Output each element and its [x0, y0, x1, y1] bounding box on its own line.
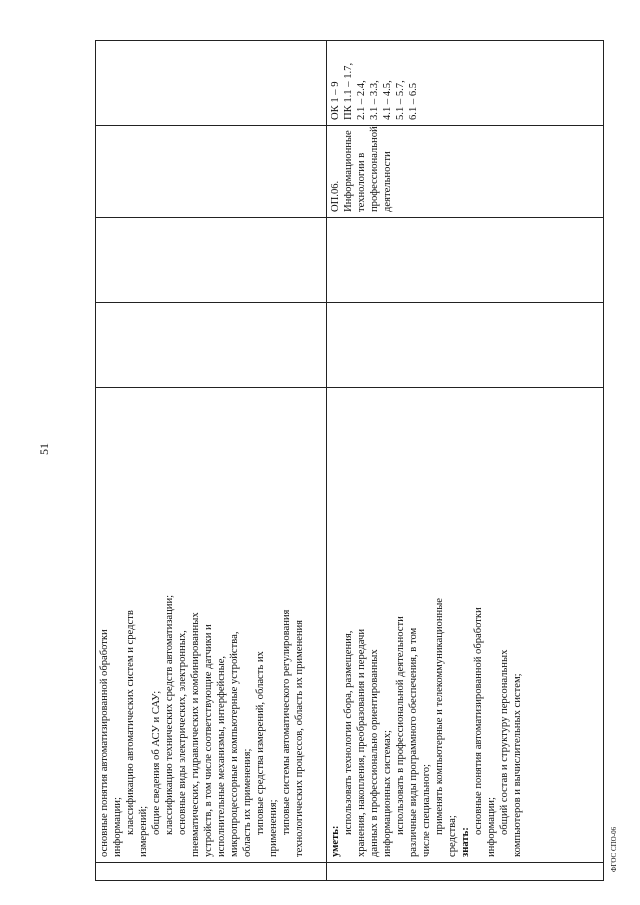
- table-cell-index: [96, 863, 327, 881]
- text-line: информационных системах;: [382, 730, 393, 857]
- discipline-line: Информационные: [343, 130, 354, 212]
- competency-table: [95, 40, 604, 881]
- text-line: знать:: [460, 827, 471, 857]
- text-line: область их применения;: [242, 748, 253, 857]
- text-line: числе специального;: [421, 764, 432, 857]
- text-line: основные виды электрических, электронных,: [177, 630, 188, 835]
- competency-line: 4.1 – 4.5,: [382, 80, 393, 120]
- text-line: данных в профессионально ориентированных: [369, 649, 380, 857]
- text-line: типовые системы автоматического регулирования: [281, 609, 292, 835]
- text-line: информации;: [486, 797, 497, 857]
- text-line: общий состав и структуру персональных: [499, 649, 510, 835]
- rotated-table-container: [95, 41, 595, 881]
- discipline-line: деятельности: [382, 151, 393, 212]
- text-line: различные виды программного обеспечения, в том: [408, 627, 419, 857]
- table-cell-competencies: [327, 41, 604, 126]
- text-line: общие сведения об АСУ и САУ;: [151, 690, 162, 835]
- discipline-line: технологии в: [356, 152, 367, 212]
- table-cell-discipline: [96, 126, 327, 218]
- discipline-name: [329, 126, 394, 212]
- competency-line: ПК 1.1 – 1.7,: [343, 62, 354, 120]
- text-line: типовые средства измерений, область их: [255, 651, 266, 835]
- text-line: хранения, накопления, преобразования и передачи: [356, 628, 367, 857]
- text-line: информации;: [112, 797, 123, 857]
- table-cell-index: [327, 863, 604, 881]
- text-line: средства;: [447, 815, 458, 857]
- text-line: классификацию автоматических систем и средств: [125, 610, 136, 835]
- competency-line: 5.1 – 5.7,: [395, 80, 406, 120]
- text-line: исполнительные механизмы, интерфейсные,: [216, 655, 227, 857]
- text-line: классификацию технических средств автоматизации;: [164, 594, 175, 835]
- text-line: применять компьютерные и телекоммуникационные: [434, 597, 445, 835]
- table-cell-hours-2: [327, 218, 604, 303]
- table-cell-hours: [96, 303, 327, 388]
- text-line: устройств, в том числе соответствующие датчики и: [203, 624, 214, 857]
- page-number: 51: [37, 443, 51, 455]
- table-cell-hours: [327, 303, 604, 388]
- footer-code: ФГОС СПО-06: [610, 826, 618, 872]
- competency-line: 3.1 – 3.3,: [369, 80, 380, 120]
- text-line: уметь:: [330, 825, 341, 857]
- text-line: использовать технологии сбора, размещения,: [343, 630, 354, 835]
- table-cell-hours-2: [96, 218, 327, 303]
- text-line: основные понятия автоматизированной обработки: [473, 607, 484, 835]
- table-cell-discipline: [327, 126, 604, 218]
- table-row: [96, 41, 327, 881]
- competency-line: ОК 1 – 9: [330, 81, 341, 120]
- table-cell-competencies: [96, 41, 327, 126]
- competency-codes: [329, 46, 420, 120]
- table-cell-requirements: [327, 388, 604, 863]
- text-line: применения;: [268, 799, 279, 857]
- text-line: технологических процессов, область их применения: [294, 619, 305, 857]
- text-line: основные понятия автоматизированной обработки: [99, 629, 110, 857]
- competency-line: 2.1 – 2.4,: [356, 80, 367, 120]
- requirements-text-top: [98, 393, 306, 857]
- discipline-line: профессиональной: [369, 126, 380, 212]
- text-line: использовать в профессиональной деятельности: [395, 616, 406, 835]
- text-line: пневматических, гидравлических и комбинированных: [190, 612, 201, 857]
- text-line: микропроцессорные и компьютерные устройства,: [229, 631, 240, 857]
- text-line: компьютеров и вычислительных систем;: [512, 673, 523, 857]
- requirements-text-bottom: [329, 393, 524, 857]
- text-line: измерений;: [138, 805, 149, 857]
- table-row: [327, 41, 604, 881]
- discipline-line: ОП.06.: [330, 180, 341, 212]
- competency-line: 6.1 – 6.5: [408, 82, 419, 120]
- table-cell-requirements: [96, 388, 327, 863]
